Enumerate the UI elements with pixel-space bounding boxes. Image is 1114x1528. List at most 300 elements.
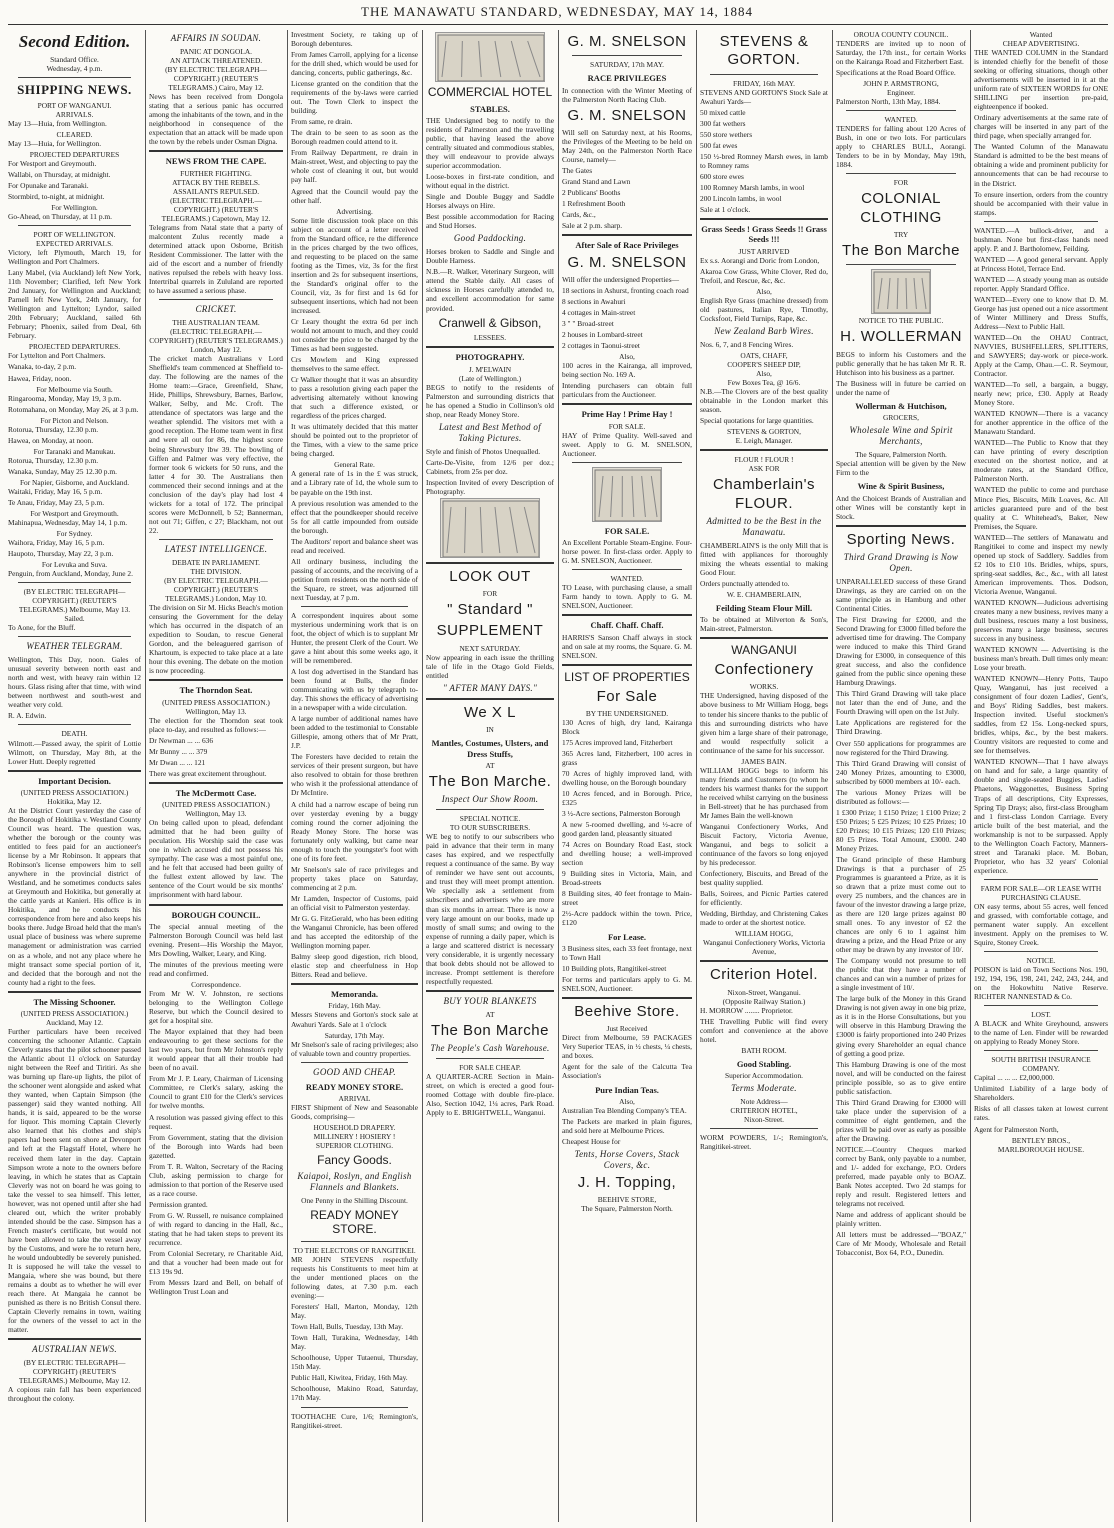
heading: MILLINERY ! HOSIERY ! — [313, 1132, 396, 1142]
heading: For Napier, Gisborne, and Auckland. — [19, 477, 130, 487]
separator-rule — [18, 724, 131, 725]
heading: JOHN P. ARMSTRONG, — [863, 79, 939, 89]
heading: The McDermott Case. — [175, 787, 257, 798]
paragraph: To be obtained at Milverton & Son's, Main-street, Palmerston. — [700, 615, 828, 634]
heading: Advertising. — [336, 206, 373, 216]
heading: STEVENS & GORTON, — [727, 427, 801, 437]
separator-rule — [572, 569, 682, 570]
heading: Criterion Hotel. — [709, 966, 819, 984]
paragraph: News has been received from Dongola stating that a serious panic has occurred among the inhabitants of the town, and in the neighborhood in consequence of the expectation that an attack will be made upon the town by the rebels under Osman Digna. — [149, 92, 283, 147]
heading: LOST. — [1031, 1010, 1051, 1020]
paragraph: All ordinary business, including the passing of accounts, and the receiving of a petition from residents on the north side of the Square, re street, was adjourned till next Tuesday, at 7 p.m. — [291, 556, 418, 602]
paragraph: 2 houses in Lombard-street — [562, 330, 643, 340]
separator-rule — [8, 991, 141, 993]
heading: (BY ELECTRIC TELEGRAPH.—COPYRIGHT.) (REUTER'S TELEGRAMS.) London, May 10. — [164, 575, 268, 603]
heading: The People's Cash Warehouse. — [430, 1043, 550, 1054]
heading: For Taranaki and Manukau. — [33, 446, 116, 456]
paragraph: Specifications at the Road Board Office. — [836, 68, 956, 78]
heading: GROCERS, — [883, 413, 919, 423]
column-divider — [558, 30, 559, 1522]
paragraph: Confectionery, Biscuits, and Bread of the best quality supplied. — [700, 869, 828, 888]
paragraph: The cricket match Australians v Lord Sheffield's team commenced at Sheffield to-day. The following are the names of the Home team:—Grace, Greenfield, Shaw, Hide, Phillips, Shrewsbury, Barnes, Barlow, Walker, Selby, and Mc. Croft. The attendance of spectators was large and the weather splendid. The visitors met with a good reception. The Home team went in first and were all out for 86, the highest score being Shrewsbury lbw 39. The bowling of Giffen and Palmer was very effective, the former took 6 wickets for 50 runs, and the latter 4 for 30. The Australians then commenced their second innings and at the conclusion of the day's play had lost 4 wickets for a total of 172. The principal scores were McDonnell, b 52; Bannerman, not out 71; Giffen, c 27; Blackham, not out 22. — [149, 354, 283, 535]
heading: WANTED. — [610, 574, 644, 584]
heading: WANTED. — [884, 115, 918, 125]
paragraph: 10 Acres fenced, and in Borough. Price, £325 — [562, 789, 692, 808]
paragraph: This Third Grand Drawing will take place not later than the end of June, and the Fourth Drawing will open on the 1st July. — [836, 689, 966, 717]
paragraph: WANTED KNOWN—Judicious advertising creates many a new business, revives many a dull business, rescues many a lost business, preserves many a large business, secures success in any business. — [974, 597, 1108, 643]
paragraph: Carte-De-Visite, from 12/6 per doz.; Cabinets, from 25s per doz. — [426, 457, 554, 476]
paragraph: Orders punctually attended to. — [700, 579, 790, 588]
paragraph: HARRIS'S Sanson Chaff always in stock and on sale at my rooms, the Square. G. M. SNELSON. — [562, 632, 692, 660]
paragraph: Rotorua, Thursday, 12.30 p.m. — [8, 424, 99, 434]
heading: Note Address— — [740, 1097, 788, 1107]
heading: CRITERION HOTEL, — [730, 1106, 798, 1116]
separator-rule — [159, 539, 273, 540]
heading: (UNITED PRESS ASSOCIATION.) Wellington, May 13. — [162, 697, 270, 716]
paragraph: Unlimited Liability of a large body of Shareholders. — [974, 1084, 1108, 1103]
separator-rule — [846, 110, 956, 111]
paragraph: Sale at 2 p.m. sharp. — [562, 221, 623, 231]
heading: The Bon Marche. — [428, 772, 552, 790]
paragraph: The Grand principle of these Hamburg Drawings is that a purchaser of 25 Programmes is guaranteed a Prize, as it is so drawn that a prize must come out to every 25 numbers, and the chances are in favour of the investor drawing a large prize, as there are 120 large prizes against 80 small ones. To any investor of £2 the chances are only 6 to 1 against him drawing a prize, and the Head Prize or any other may be drawn by any investor of 10/. — [836, 854, 966, 955]
heading: SATURDAY, 17th MAY. — [590, 60, 664, 70]
paragraph: Will sell on Saturday next, at his Rooms, the Privileges of the Meeting to be held on May 24th, on the Palmerston North Race Course, namely— — [562, 128, 692, 165]
heading: Confectionery — [714, 661, 814, 679]
heading: (Opposite Railway Station.) — [722, 996, 806, 1006]
paragraph: Dr Newman ... ... 636 — [149, 735, 214, 745]
separator-rule — [159, 299, 273, 300]
separator-rule — [562, 997, 692, 999]
heading: COOPER'S SHEEP DIP, — [727, 360, 801, 369]
heading: (UNITED PRESS ASSOCIATION.) Hokitika, May 12. — [20, 787, 129, 806]
paragraph: This Hamburg Drawing is one of the most novel, and will be conducted on the fairest principle possible, so as to give entire public satisfaction. — [836, 1059, 966, 1096]
heading: FRIDAY, 16th MAY. — [732, 78, 796, 88]
separator-rule — [710, 1128, 818, 1129]
paragraph: WANTED KNOWN — Advertising is the business man's breath. Dull times only mean: Lose your breath. — [974, 645, 1108, 673]
heading: Just Received — [606, 1024, 648, 1034]
heading: OROUA COUNTY COUNCIL. — [853, 30, 949, 39]
heading: (ELECTRIC TELEGRAPH.—COPYRIGHT.) (REUTER'S TELEGRAMS.) Capetown, May 12. — [161, 195, 271, 223]
paragraph: The Business will in future be carried on under the name of — [836, 378, 966, 397]
heading: Also, — [756, 286, 772, 296]
heading: WEATHER TELEGRAM. — [26, 641, 123, 652]
paragraph: TOOTHACHE Cure, 1/6; Remington's, Rangitikei-street. — [291, 1411, 418, 1430]
heading: MARLBOROUGH HOUSE. — [997, 1144, 1085, 1154]
paragraph: Rotorua, Thursday, 12.30 p.m. — [8, 455, 99, 465]
paragraph: Wanaka, to-day, 2 p.m. — [8, 362, 77, 372]
paragraph: 2 Publicans' Booths — [562, 188, 621, 198]
paragraph: NOTICE.—Country Cheques marked correct by Bank, only payable to a number, and 1/- added for exchange, P.O. Orders preferred, made payable only to BOAZ. Bank Notes accepted. Two 2d stamps for reply and result. Registered letters and telegrams not received. — [836, 1144, 966, 1209]
heading: BENTLEY BROS., — [1011, 1135, 1071, 1145]
heading: FURTHER FIGHTING. — [180, 168, 252, 178]
paragraph: The Packets are marked in plain figures, and sold here at Melbourne Prices. — [562, 1116, 692, 1135]
paragraph: The Foresters have decided to retain the services of their present surgeon, but have also resolved to obtain for those brethren who wish it the professional attendance of Dr McIntire. — [291, 752, 418, 798]
paragraph: WANTED — A good general servant. Apply at Princess Hotel, Terrace End. — [974, 254, 1108, 273]
separator-rule — [562, 664, 692, 666]
separator-rule — [8, 770, 141, 772]
heading: PROJECTED DEPARTURES — [29, 149, 120, 159]
heading: SHIPPING NEWS. — [17, 81, 132, 97]
heading: AT — [485, 1009, 495, 1019]
paragraph: TENDERS for falling about 120 Acres of Bush, in one or two lots. For particulars apply to CHARLES BULL, Aorangi. Tenders to be in by Monday, May 19th, 1884. — [836, 124, 966, 170]
heading: LESSEES. — [473, 333, 507, 343]
paragraph: N.B.—The Clovers are of the best quality obtainable in the London market this season. — [700, 387, 828, 415]
heading: General Rate. — [334, 460, 375, 470]
heading: WORKS. — [749, 682, 779, 692]
separator-rule — [426, 990, 554, 992]
paragraph: Public Hall, Kiwitea, Friday, 16th May. — [291, 1373, 408, 1383]
paragraph: WORM POWDERS, 1/-; Remington's, Rangitikei-street. — [700, 1133, 828, 1152]
heading: (UNITED PRESS ASSOCIATION.) Auckland, May 12. — [20, 1009, 129, 1028]
paragraph: Mr Lamden, Inspector of Customs, paid an official visit to Palmerston yesterday. — [291, 893, 418, 912]
paragraph: Hawea, Friday, noon. — [8, 373, 72, 383]
heading: CRICKET. — [195, 304, 237, 315]
paragraph: WANTED—On the OHAU Contract, NAVVIES, BUSHFELLERS, SPLITTERS, and SAWYERS; day-work or piece-work. Apply at the Camp, Ohau.—C. R. Seymour, Contractor. — [974, 332, 1108, 379]
heading: Cranwell & Gibson, — [438, 315, 542, 330]
heading: COMMERCIAL HOTEL — [427, 85, 553, 99]
heading: AUSTRALIAN NEWS. — [32, 1344, 117, 1355]
paragraph: Schoolhouse, Upper Tutaenui, Thursday, 15th May. — [291, 1353, 418, 1372]
paragraph: Style and finish of Photos Unequalled. — [426, 446, 541, 456]
paragraph: 9 Building sites in Victoria, Main, and Broad-streets — [562, 869, 692, 888]
separator-rule — [836, 525, 966, 527]
paragraph: THE Undersigned, having disposed of the above business to Mr William Hogg, begs to tender his sincere thanks to the public of this and surrounding districts who have given him a large share of their patronage, and would respectfully solicit a continuance of the same for his successor. — [700, 691, 828, 755]
paragraph: From Government, stating that the division of the Borough into Wards had been gazetted. — [149, 1132, 283, 1160]
heading: Saturday, 17th May. — [324, 1030, 385, 1040]
heading: Correspondence. — [191, 980, 241, 990]
paragraph: Capital ... ... ... £2,000,000. — [974, 1073, 1055, 1083]
paragraph: Nos. 6, 7, and 8 Fencing Wires. — [700, 339, 794, 349]
paragraph: The Mayor explained that they had been endeavouring to get these sections for the last two years, but from Mr Johnston's reply it would appear that all their trouble had been of no avail. — [149, 1027, 283, 1073]
heading: Kaiapoi, Roslyn, and English Flannels and Blankets. — [297, 1170, 412, 1192]
heading: Superior Accommodation. — [725, 1071, 803, 1081]
heading: (BY ELECTRIC TELEGRAPH—COPYRIGHT) (REUTER'S TELEGRAMS.) Melbourne, May 12. — [18, 1358, 131, 1386]
paragraph: Agent for Palmerston North, — [974, 1124, 1059, 1134]
paragraph: Over 550 applications for programmes are now registered for the Third Drawing. — [836, 738, 966, 757]
separator-rule — [8, 1338, 141, 1340]
separator-rule — [426, 562, 554, 564]
separator-rule — [18, 582, 131, 583]
paragraph: Grand Stand and Lawn — [562, 177, 631, 187]
heading: CHEAP ADVERTISING. — [1002, 39, 1080, 49]
paragraph: Haupoto, Thursday, May 22, 3 p.m. — [8, 549, 114, 559]
paragraph: Wanaka, Sunday, May 25 12.30 p.m. — [8, 466, 117, 476]
paragraph: A resolution was passed giving effect to this request. — [149, 1112, 283, 1131]
separator-rule — [18, 225, 131, 226]
paragraph: From T. R. Walton, Secretary of the Racing Club, asking permission to charge for admission to that portion of the Reserve used as a race course. — [149, 1161, 283, 1198]
paragraph: 8 Building sites, 40 feet frontage to Main-street — [562, 889, 692, 908]
heading: " Standard " — [447, 601, 533, 619]
paragraph: A previous resolution was amended to the effect that the poundkeeper should receive 5s for all cattle impounded from outside the borough. — [291, 498, 418, 535]
paragraph: HAY of Prime Quality. Well-saved and sweet. Apply to G. M. SNELSON, Auctioneer. — [562, 430, 692, 458]
heading: ASK FOR — [748, 464, 780, 474]
heading: TO OUR SUBSCRIBERS. — [449, 823, 531, 833]
separator-rule — [18, 77, 131, 78]
heading: Terms Moderate. — [731, 1083, 797, 1094]
separator-rule — [301, 1062, 408, 1063]
heading: RACE PRIVILEGES — [587, 73, 667, 84]
heading: LIST OF PROPERTIES — [564, 669, 690, 684]
paragraph: Now appearing in each issue the thrilling tale of life in the Otago Gold Fields, entitled — [426, 652, 554, 680]
masthead: THE MANAWATU STANDARD, WEDNESDAY, MAY 14, 1884 — [361, 4, 753, 19]
paragraph: Cheapest House for — [562, 1137, 621, 1146]
paragraph: Further particulars have been received concerning the schooner Atlantic. Captain Cleverly states that the pilot schooner passed the Atlantic about 11 o'clock on Saturday night between the Reef and Tiritiri. As she was burning up flare-up lights, the pilot of the schooner went alongside and asked what they wanted, when Captain Simpson (the passenger) said they wanted nothing. All hands, it is said, appeared to be the worse for liquor. This morning Captain Cleverly also learned that his clothes and ship's papers had been sent on shore at Devonport and left at the Flagstaff Hotel, where he received them later in the day. Captain Simpson wrote a note to the owners before leaving, in which he states that as Captain Cleverly was not on board he was going to take the vessel to sea himself. This letter, however, was not opened until after she had cleared out, which the writer probably intended should be the case. Simpson has a French master's certificate, but would not have been allowed to take the vessel away by the Customs, and were he to return here, he would undoubtedly be severely punished. It is supposed he will take the vessel to Mangaia, where she was bound, but there remains a doubt as to whether he will ever reach there. At Mangaia he cannot be punished as there is no British Consul there. Captain Cleverly remains in town, waiting for the owners of the vessel to act in the matter. — [8, 1027, 141, 1335]
paragraph: WILLIAM HOGG begs to inform his many friends and Customers (to whom he tenders his warmest thanks for the support he received whilst carrying on the business in Bell-street) that he has purchased from Mr James Bain the well-known — [700, 765, 828, 820]
paragraph: From Mr J. P. Leary, Chairman of Licensing Committee, re Clerk's salary, asking the Council to grant £10 for the Clerk's services for twelve months. — [149, 1074, 283, 1111]
paragraph: 70 Acres of highly improved land, with dwelling house, on the Borough boundary — [562, 769, 692, 788]
paragraph: 600 store ewes — [700, 171, 744, 181]
paragraph: Stormbird, to-night, at midnight. — [8, 191, 105, 201]
heading: LATEST INTELLIGENCE. — [164, 543, 268, 554]
column-divider — [970, 30, 971, 1522]
separator-rule — [700, 218, 828, 220]
paragraph: Ringarooma, Monday, May 19, 3 p.m. — [8, 393, 122, 403]
heading: PORT OF WANGANUI. — [37, 100, 112, 110]
separator-rule — [846, 173, 956, 174]
heading: THE DIVISION. — [190, 566, 242, 576]
paragraph: 150 ½-bred Romney Marsh ewes, in lamb to Romney rams — [700, 151, 828, 170]
heading: Sporting News. — [846, 530, 956, 548]
paragraph: WANTED—The settlers of Manawatu and Rangitikei to come and inspect my newly opened up stock of Saddlery. Saddles from £2 10s to £10 10s. Bridles, whips, spurs, spring-seat saddles, &c., &c., with all latest American improvements. Thos. Dodson, Victoria Avenue, Wanganui. — [974, 532, 1108, 596]
heading: The Missing Schooner. — [33, 996, 116, 1007]
heading: ASSAILANTS REPULSED. — [172, 186, 260, 196]
heading: BY THE UNDERSIGNED. — [585, 708, 669, 718]
paragraph: Cards, &c., — [562, 210, 596, 220]
paragraph: 100 Romney Marsh lambs, in wool — [700, 182, 805, 192]
heading: Fancy Goods. — [317, 1153, 392, 1168]
heading: The Square, Palmerston North. — [581, 1204, 673, 1214]
paragraph: 2½-Acre paddock within the town. Price, £120 — [562, 909, 692, 928]
paragraph: 10 Building plots, Rangitikei-street — [562, 963, 667, 973]
paragraph: Foresters' Hall, Marton, Monday, 12th May. — [291, 1302, 418, 1321]
paragraph: Balls, Soirees, and Picnic Parties catered for efficiently. — [700, 889, 828, 908]
heading: PORT OF WELLINGTON. — [33, 230, 116, 240]
heading: Sailed. — [64, 614, 85, 624]
heading: (BY ELECTRIC TELEGRAPH—COPYRIGHT.) (REUTER'S TELEGRAMS.) Cairo, May 12. — [165, 65, 267, 93]
heading: We X L — [464, 703, 516, 721]
separator-rule — [700, 960, 828, 962]
heading: Good Stabling. — [736, 1058, 792, 1069]
paragraph: 1 £300 Prize; 1 £150 Prize; 1 £100 Prize; 2 £50 Prizes; 5 £25 Prizes; 10 £25 Prizes; 10 £20 Prizes; 10 £15 Prizes; 120 £10 Prizes; 80 £5 Prizes. Total Amount, £3000. 240 Money Prizes. — [836, 807, 966, 853]
separator-rule — [301, 606, 408, 607]
paragraph: A general rate of 1s in the £ was struck, and a Library rate of 1d, the whole sum to be payable on the 19th inst. — [291, 469, 418, 497]
paragraph: An Excellent Portable Steam-Engine. Four-horse power. In first-class order. Apply to G. M. SNELSON, Auctioneer. — [562, 538, 692, 566]
column-8 — [974, 30, 1108, 1524]
heading: NOTICE. — [1026, 956, 1056, 965]
paragraph: Crs Mowlem and King expressed themselves to the same effect. — [291, 355, 418, 374]
heading: FOR SALE CHEAP. — [459, 1063, 521, 1073]
heading: E. Leigh, Manager. — [735, 436, 793, 446]
heading: GOOD AND CHEAP. — [313, 1066, 396, 1077]
heading: Nixon-Street, Wanganui. — [727, 987, 801, 997]
heading: Latest and Best Method of Taking Pictures. — [439, 421, 541, 443]
heading: " AFTER MANY DAYS." — [442, 682, 538, 693]
heading: STEVENS & GORTON. — [719, 33, 809, 69]
separator-rule — [436, 1058, 544, 1059]
paragraph: THE Travelling Public will find every comfort and convenience at the above hotel. — [700, 1016, 828, 1044]
heading: J. H. Topping, — [577, 1173, 677, 1191]
paragraph: Ordinary advertisements at the same rate of charges will be inserted in any part of the third page, when specially arranged for. — [974, 113, 1108, 141]
paragraph: Permission granted. — [149, 1199, 208, 1209]
heading: Good Paddocking. — [453, 233, 527, 244]
paragraph: Wellington, This Day, noon. Gales of unusual severity between north east and north and west, with heavy rain within 12 hours. Glass rising after that time, with wind between northwest and south-west and weather very cold. — [8, 655, 141, 710]
heading: Engineer. — [886, 88, 916, 98]
heading: Beehive Store. — [574, 1003, 680, 1021]
paragraph: H. MORROW ........ Proprietor. — [700, 1005, 793, 1015]
separator-rule — [301, 1241, 408, 1242]
paragraph: MR JOHN STEVENS respectfully requests his Constituents to meet him at the under mentioned places on the following dates, at 7.30 p.m. each evening:— — [291, 1255, 418, 1301]
paragraph: POISON is laid on Town Sections Nos. 190, 192, 194, 196, 198, 241, 242, 243, 244, and on the Hokowhitu Native Reserve. RICHTER NANNESTAD & Co. — [974, 965, 1108, 1002]
paragraph: A QUARTER-ACRE Section in Main-street, on which is erected a good four-roomed Cottage with double fire-place. Also, Section 1042, 1¼ acres, Park Road. Apply to E. BRIGHTWELL, Wanganui. — [426, 1072, 554, 1118]
paragraph: Wedding, Birthday, and Christening Cakes made to order at the shortest notice. — [700, 909, 828, 928]
heading: G. M. SNELSON — [567, 33, 687, 50]
paragraph: On being called upon to plead, defendant admitted that he had been guilty of peculation. His Worship said the case was one in which accused did not possess his sympathy. The case was a most painful one, and he felt that accused had been guilty of the fullest extent allowed by law. The sentence of the Court would be six months' imprisonment with hard labour. — [149, 818, 283, 900]
paragraph: Wilmott.—Passed away, the spirit of Lottie Wilmott, on Thursday, May 8th, at the Lower Hutt. Deeply regretted — [8, 738, 141, 766]
paragraph: 74 Acres on Boundary Road East, stock and dwelling house; a well-improved section — [562, 840, 692, 868]
heading: Feilding Steam Flour Mill. — [715, 603, 813, 614]
heading: After Sale of Race Privileges — [575, 240, 679, 251]
heading: One Penny in the Shilling Discount. — [301, 1195, 408, 1205]
paragraph: Wanganui Confectionery Works, And Biscuit Factory, Victoria Avenue, Wanganui, and begs to solicit a continuance of the favors so long enjoyed by his predecessor. — [700, 821, 828, 867]
paragraph: Mr Snelson's sale of racing privileges; also of valuable town and country properties. — [291, 1039, 418, 1058]
separator-rule — [149, 679, 283, 681]
hand-engraving — [871, 269, 931, 314]
heading: Also, — [756, 369, 772, 379]
paragraph: 100 acres in the Kairanga, all improved, being section No. 169 A. — [562, 361, 692, 380]
heading: Mantles, Costumes, Ulsters, and Dress Stuffs, — [431, 738, 549, 759]
paragraph: A large number of additional names have been added to the testimonial to Constable Gillespie, among others that of Mr Pratt, J.P. — [291, 714, 418, 751]
paragraph: Town Hall, Bulls, Tuesday, 13th May. — [291, 1322, 404, 1332]
column-divider — [422, 30, 423, 1522]
paragraph: From Railway Department, re drain in Main-street, West, and objecting to pay the whole cost of cleaning it out, but would pay half. — [291, 148, 418, 185]
heading: For Picton and Nelson. — [40, 415, 109, 425]
paragraph: License granted on the condition that the requirements of the by-laws were carried out. The Town Clerk to inspect the building. — [291, 79, 418, 116]
heading: For Sydney. — [56, 528, 93, 538]
separator-rule — [301, 1407, 408, 1408]
paragraph: Lany Mabel, (via Auckland) left New York, 11th November; Clarified, left New York 2nd January, for Wellington and Auckland; Parnell left New York, 24th January, for Wellington and Lyttelton; Lyndor, sailed 20th February; Auckland, sailed 6th February; Phoenix, sailed from Deal, 6th February. — [8, 268, 141, 341]
heading: PHOTOGRAPHY. — [455, 352, 525, 363]
heading: Friday, 16th May. — [328, 1001, 381, 1011]
paragraph: TENDERS are invited up to noon of Saturday, the 17th inst., for certain Works on the Kairanga Road and Fitzherbert East. — [836, 39, 966, 67]
paragraph: The Gates — [562, 166, 593, 176]
heading: ARRIVAL — [338, 1093, 371, 1103]
separator-rule — [572, 462, 682, 463]
paragraph: This Third Grand Drawing for £3000 will take place under the supervision of a committee of eight gentlemen, and the prizes will be paid over as early as possible after the Drawing. — [836, 1097, 966, 1143]
paragraph: Messrs Stevens and Gorton's stock sale at Awahuri Yards. Sale at 1 o'clock — [291, 1010, 418, 1029]
paragraph: For Lyttelton and Port Chalmers. — [8, 351, 106, 361]
paragraph: Sale at 1 o'clock. — [700, 204, 751, 214]
paragraph: For Opunake and Taranaki. — [8, 180, 89, 190]
paragraph: Cr Walker thought that it was an absurdity to pass a resolution giving each paper the advertising alternately without knowing that such a difference existed, or regardless of the prices charged. — [291, 375, 418, 421]
heading: Prime Hay ! Prime Hay ! — [581, 409, 673, 420]
paragraph: From same, re drain. — [291, 117, 353, 127]
paragraph: Late Applications are registered for the Third Drawing. — [836, 718, 966, 737]
paragraph: Wallabi, on Thursday, at midnight. — [8, 169, 111, 179]
horse-engraving — [440, 498, 540, 558]
separator-rule — [700, 449, 828, 451]
paragraph: A lost dog advertised in the Standard has been found at Bulls, the finder communicating with us by telegraph to-day. This shows the efficacy of advertising in a newspaper with a wide circulation. — [291, 667, 418, 713]
paragraph: The Wanted Column of the Manawatu Standard is admitted to be the best means of obtaining a wide and prominent publicity for announcements that can be had recourse to in the District. — [974, 142, 1108, 188]
paragraph: ON easy terms, about 55 acres, well fenced and grassed, with comfortable cottage, and permanent water supply. An excellent investment. Apply on the premises to W. Squire, Stoney Creek. — [974, 901, 1108, 947]
column-6 — [700, 30, 828, 1524]
heading: Third Grand Drawing is Now Open. — [843, 552, 959, 574]
separator-rule — [984, 1050, 1098, 1051]
heading: (BY ELECTRIC TELEGRAPH—COPYRIGHT.) (REUTER'S TELEGRAMS.) Melbourne, May 13. — [18, 587, 131, 615]
heading: Also, — [619, 1096, 635, 1106]
heading: Tents, Horse Covers, Stack Covers, &c. — [574, 1149, 680, 1170]
paragraph: Australian Tea Blending Company's TEA. — [562, 1105, 687, 1115]
masthead-rule — [8, 24, 1108, 25]
separator-rule — [562, 403, 692, 405]
paragraph: Loose-boxes in first-rate condition, and without equal in the district. — [426, 172, 554, 191]
heading: EXPECTED ARRIVALS. — [35, 239, 114, 249]
paragraph: Mr G. G. FitzGerald, who has been editing the Wanganui Chronicle, has been offered and has accepted the editorship of the Wellington morning paper. — [291, 913, 418, 950]
engine-engraving — [592, 467, 662, 522]
paragraph: Direct from Melbourne, 59 PACKAGES Very Superior TEAS, in ½ chests, ¼ chests, and boxes. — [562, 1033, 692, 1061]
paragraph: STEVENS AND GORTON'S Stock Sale at Awahuri Yards— — [700, 87, 828, 106]
paragraph: 500 fat ewes — [700, 140, 738, 150]
paragraph: Special quotations for large quantities. — [700, 416, 814, 426]
paragraph: From Mr W. V. Johnston, re sections belonging to the Wellington College Reserve, but which the Council desired to get for a hospital site. — [149, 989, 283, 1026]
heading: The Bon Marche — [431, 1021, 549, 1039]
paragraph: Special attention will be given by the New Firm to the — [836, 459, 966, 478]
heading: AN ATTACK THREATENED. — [169, 56, 263, 65]
paragraph: FIRST Shipment of New and Seasonable Goods, comprising— — [291, 1103, 418, 1122]
paragraph: WANTED KNOWN—Henry Potts, Taupo Quay, Wanganui, has just received a consignment of four dozen Ladies', Gent's, and Boys' Riding Saddles, best makers. Inspection invited. Useful stockmen's saddles, from £2 15s. Long-necked spurs, bridles, whips, &c., by the best makers. Country visitors are requested to come and see for themselves. — [974, 674, 1108, 756]
paragraph: For terms and particulars apply to G. M. SNELSON, Auctioneer. — [562, 974, 692, 993]
heading: ARRIVALS. — [55, 109, 94, 119]
paragraph: Mahinapua, Wednesday, May 14, 1 p.m. — [8, 517, 128, 527]
heading: SUPPLEMENT — [436, 622, 544, 640]
paragraph: Hawea, on Monday, at noon. — [8, 435, 94, 445]
paragraph: N.B.—R. Walker, Veterinary Surgeon, will attend the Stable daily. All cases of sickness in Horses carefully attended to, and excellent accommodation for same provided. — [426, 267, 554, 313]
separator-rule — [562, 614, 692, 616]
paragraph: Inspection Invited of every Description of Photography. — [426, 477, 554, 496]
paragraph: WANTED—The Public to Know that they can have printing of every description executed on the shortest notice, and at moderate rates, at the Standard Office, Palmerston North. — [974, 438, 1108, 484]
paragraph: Schoolhouse, Makino Road, Saturday, 17th May. — [291, 1384, 418, 1403]
heading: Important Decision. — [38, 775, 111, 786]
heading: Admitted to be the Best in the Manawatu. — [706, 515, 822, 537]
heading: LOOK OUT — [449, 567, 531, 585]
heading: J. M'ELWAIN — [468, 364, 512, 374]
paragraph: English Rye Grass (machine dressed) from old pastures, Italian Rye, Timothy, Cocksfoot, Field Turnips, Rape, &c. — [700, 295, 828, 323]
heading: H. WOLLERMAN — [840, 328, 962, 346]
paragraph: Agreed that the Council would pay the other half. — [291, 186, 418, 205]
heading: New Zealand Barb Wires. — [714, 325, 814, 336]
heading: (ELECTRIC TELEGRAPH.—COPYRIGHT) (REUTER'S TELEGRAMS.) London, May 12. — [149, 327, 283, 355]
heading: Few Boxes Tea, @ 16/6. — [727, 378, 801, 388]
heading: NEXT SATURDAY. — [459, 643, 521, 653]
column-7 — [836, 30, 966, 1524]
heading: G. M. SNELSON — [567, 106, 687, 124]
separator-rule — [436, 809, 544, 810]
paragraph: A BLACK and White Greyhound, answers to the name of Len. Finder will be rewarded on applying to Ready Money Store. — [974, 1019, 1108, 1047]
paragraph: 50 mixed cattle — [700, 107, 746, 117]
heading: Chaff. Chaff. Chaff. — [590, 620, 664, 631]
heading: BOROUGH COUNCIL. — [171, 909, 261, 920]
paragraph: From G. W. Russell, re nuisance complained of with regard to dancing in the Hall, &c., stating that he had taken steps to prevent its recurrence. — [149, 1210, 283, 1247]
separator-rule — [562, 234, 692, 236]
heading: G. M. SNELSON — [567, 253, 687, 271]
heading: For Levuka and Suva. — [41, 560, 108, 570]
paragraph: The special annual meeting of the Palmerston Borough Council was held last evening. Present—His Worship the Mayor, Mrs Dowling, Walker, Leary, and King. — [149, 921, 283, 958]
paragraph: CHAMBERLAIN'S is the only Mill that is fitted with appliances for thoroughly mixing the wheats essential to making Good Flour. — [700, 540, 828, 577]
heading: The Thorndon Seat. — [179, 685, 253, 696]
heading: HOUSEHOLD DRAPERY. — [313, 1123, 396, 1133]
column-3 — [291, 30, 418, 1524]
paragraph: Some little discussion took place on this subject on account of a letter received from the Standard office, re the difference in the prices charged by the two offices, and requesting to be placed on the same footing as the Times, viz, 3s for the first insertion and 2s for subsequent insertions, the Standard's original offer to the Council, viz, 3s for first and 1s 6d for subsequent insertions, which had not been increased. — [291, 215, 418, 315]
paragraph: WANTED KNOWN—That I have always on hand and for sale, a large quantity of double and single-seated Buggies, Ladies' Phaetons, Waggonettes, Business Spring Traps of all descriptions, City Expresses, Spring Tip Drays; also, first-class Brougham and 1 first-class London Carriage. Every article built of the best material, and the workmanship is not to be surpassed. Apply to the Wellington Coach Factory, Manners-street and Taranaki place. M. Boban, Proprietor, who has 32 years' Colonial experience. — [974, 757, 1108, 875]
